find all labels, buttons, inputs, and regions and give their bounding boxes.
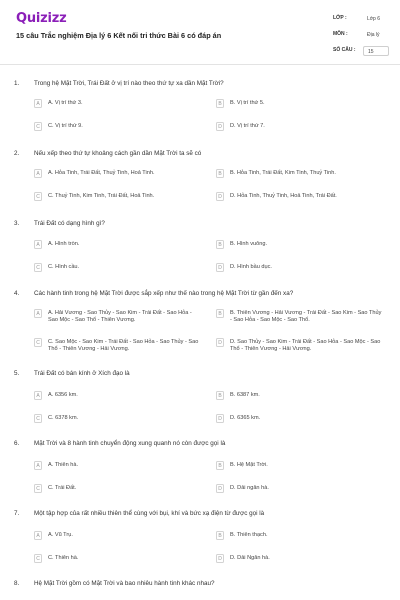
question-text: Trái Đất có dạng hình gì? [34,220,105,227]
option-text: A. Thiên hà. [48,461,79,468]
option-letter-box: D [216,192,224,201]
option-text: C. Trái Đất. [48,484,77,491]
option-letter-box: C [34,484,42,493]
option-text: A. Vị trí thứ 3. [48,99,83,106]
option-text: A. Hải Vương - Sao Thủy - Sao Kim - Trái Đất - Sao Hỏa - Sao Mộc - Sao Thổ - Thiên Vương. [48,309,192,323]
meta-row-grade [333,12,389,28]
meta-row-subject [333,28,389,44]
option-text: A. Vũ Trụ. [48,531,73,538]
question-number: 8. [14,580,20,587]
option-letter-box: B [216,531,224,540]
meta-value-grade: Lớp 6 [367,16,381,22]
option-text: A. Hỏa Tinh, Trái Đất, Thuỷ Tinh, Hoả Tinh. [48,169,155,176]
option-text: D. 6365 km. [230,414,261,421]
option-letter-box: B [216,99,224,108]
question-text: Trái Đất có bán kính ở Xích đạo là [34,370,130,377]
worksheet-meta [333,12,389,60]
worksheet-header [0,0,400,66]
option-letter-box: D [216,484,224,493]
option-letter-box: B [216,309,224,318]
meta-label-subject: MÔN : [333,31,348,37]
option-letter-box: A [34,169,42,178]
option-text: C. 6378 km. [48,414,79,421]
option-text: B. Thiên Vương - Hải Vương - Trái Đất - Sao Kim - Sao Thủy - Sao Hỏa - Sao Mộc - Sao Thổ. [230,309,382,323]
option-letter-box: A [34,99,42,108]
question-text: Mặt Trời và 8 hành tinh chuyển động xung quanh nó còn được gọi là [34,440,226,447]
option-letter-box: B [216,240,224,249]
option-letter-box: D [216,554,224,563]
option-text: B. Vị trí thứ 5. [230,99,265,106]
meta-value-subject: Địa lý [367,32,380,38]
option-letter-box: B [216,169,224,178]
option-text: A. Hình tròn. [48,240,80,247]
option-text: D. Hình bầu dục. [230,263,272,270]
meta-value-question-count: 15 [363,46,389,56]
option-text: A. 6356 km. [48,391,78,398]
meta-label-question-count: SỐ CÂU : [333,47,356,53]
worksheet-title: 15 câu Trắc nghiệm Địa lý 6 Kết nối tri thức Bài 6 có đáp án [16,31,222,40]
option-letter-box: C [34,414,42,423]
question-text: Một tập hợp của rất nhiều thiên thể cùng với bụi, khí và bức xạ điện từ được gọi là [34,510,265,517]
option-text: D. Sao Thủy - Sao Kim - Trái Đất - Sao Hỏa - Sao Mộc - Sao Thổ - Thiên Vương - Hải Vương. [230,338,381,352]
option-text: B. 6387 km. [230,391,260,398]
header-divider [0,64,400,65]
option-text: C. Vị trí thứ 9. [48,122,83,129]
question-text: Trong hệ Mặt Trời, Trái Đất ở vị trí nào theo thứ tự xa dần Mặt Trời? [34,80,224,87]
meta-label-grade: LỚP : [333,15,347,21]
option-letter-box: A [34,461,42,470]
question-text: Hệ Mặt Trời gồm có Mặt Trời và bao nhiêu hành tinh khác nhau? [34,580,215,587]
option-text: C. Thuỷ Tinh, Kim Tinh, Trái Đất, Hoả Tinh. [48,192,155,199]
option-text: D. Hỏa Tinh, Thuỷ Tinh, Hoả Tinh, Trái Đất. [230,192,337,199]
option-letter-box: D [216,122,224,131]
option-letter-box: A [34,309,42,318]
option-letter-box: A [34,531,42,540]
option-text: B. Thiên thạch. [230,531,268,538]
option-letter-box: C [34,122,42,131]
option-text: D. Dải Ngân hà. [230,554,270,561]
option-letter-box: C [34,192,42,201]
option-letter-box: B [216,461,224,470]
option-text: C. Sao Mộc - Sao Kim - Trái Đất - Sao Hỏa - Sao Thủy - Sao Thổ - Thiên Vương - Hải Vương. [48,338,199,352]
question-number: 4. [14,290,20,297]
option-text: D. Dải ngân hà. [230,484,269,491]
option-letter-box: A [34,391,42,400]
option-letter-box: C [34,554,42,563]
question-number: 3. [14,220,20,227]
option-text: C. Thiên hà. [48,554,79,561]
option-text: B. Hệ Mặt Trời. [230,461,268,468]
option-letter-box: C [34,263,42,272]
question-number: 6. [14,440,20,447]
option-letter-box: B [216,391,224,400]
option-letter-box: C [34,338,42,347]
question-number: 7. [14,510,20,517]
option-letter-box: D [216,263,224,272]
option-letter-box: D [216,338,224,347]
option-text: D. Vị trí thứ 7. [230,122,265,129]
quizizz-logo[interactable]: Quizizz [16,11,67,26]
option-text: C. Hình cầu. [48,263,80,270]
option-text: B. Hình vuông. [230,240,268,247]
meta-row-question-count [333,44,389,60]
question-number: 5. [14,370,20,377]
question-number: 1. [14,80,20,87]
option-letter-box: D [216,414,224,423]
question-number: 2. [14,150,20,157]
option-text: B. Hỏa Tinh, Trái Đất, Kim Tinh, Thuỷ Tinh. [230,169,336,176]
question-text: Nếu xếp theo thứ tự khoảng cách gần dần Mặt Trời ta sẽ có [34,150,202,157]
option-letter-box: A [34,240,42,249]
question-text: Các hành tinh trong hệ Mặt Trời được sắp xếp như thế nào trong hệ Mặt Trời từ gần đến xa? [34,290,294,297]
